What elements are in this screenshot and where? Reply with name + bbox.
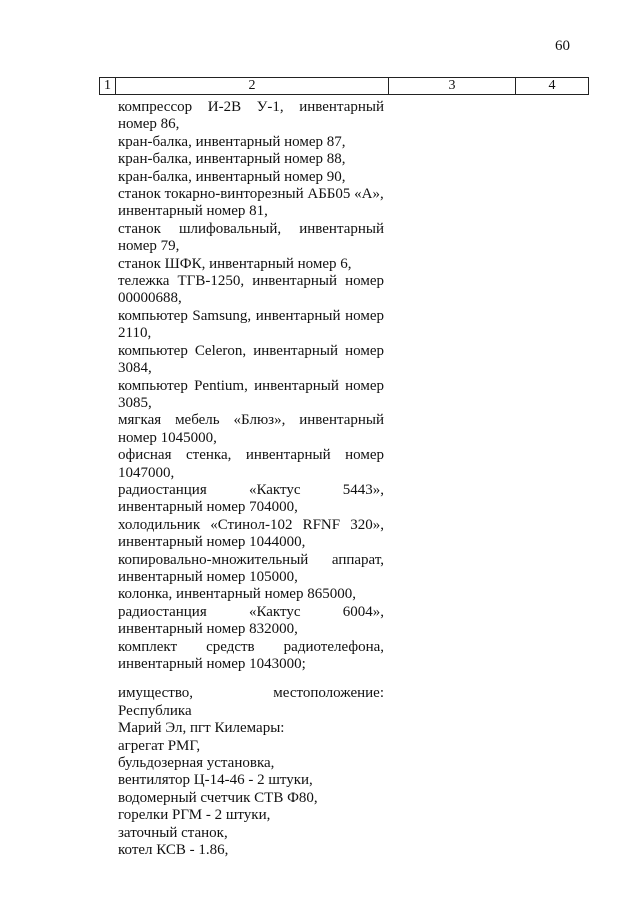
text-line: 3085, bbox=[118, 394, 152, 411]
text-line: вентилятор Ц-14-46 - 2 штуки, bbox=[118, 772, 313, 789]
text-line: номер 86, bbox=[118, 116, 180, 133]
text-line: инвентарный номер 704000, bbox=[118, 499, 298, 516]
text-line: инвентарный номер 1044000, bbox=[118, 534, 306, 551]
text-line: Марий Эл, пгт Килемары: bbox=[118, 720, 285, 737]
text-line: холодильник «Стинол-102 RFNF 320», bbox=[118, 516, 384, 533]
text-line: имущество, местоположение: Республика bbox=[118, 685, 384, 719]
column-number-header-table bbox=[99, 77, 589, 95]
text-line: 2110, bbox=[118, 325, 152, 342]
paragraph-gap bbox=[118, 673, 384, 685]
text-line: офисная стенка, инвентарный номер bbox=[118, 447, 384, 464]
text-line: номер 79, bbox=[118, 238, 180, 255]
text-line: инвентарный номер 832000, bbox=[118, 621, 298, 638]
text-line: радиостанция «Кактус 6004», bbox=[118, 603, 384, 620]
text-line: мягкая мебель «Блюз», инвентарный bbox=[118, 412, 384, 429]
text-line: комплект средств радиотелефона, bbox=[118, 638, 384, 655]
text-line: инвентарный номер 1043000; bbox=[118, 656, 306, 672]
text-line: агрегат РМГ, bbox=[118, 737, 201, 754]
header-column-4: 4 bbox=[516, 78, 589, 95]
text-line: инвентарный номер 81, bbox=[118, 203, 268, 220]
text-line: 1047000, bbox=[118, 464, 175, 481]
text-line: компьютер Celeron, инвентарный номер bbox=[118, 342, 384, 359]
text-line: станок ШФК, инвентарный номер 6, bbox=[118, 255, 352, 272]
page-number: 60 bbox=[555, 38, 570, 54]
text-line: водомерный счетчик СТВ Ф80, bbox=[118, 789, 318, 806]
text-line: 3084, bbox=[118, 360, 152, 377]
text-line: колонка, инвентарный номер 865000, bbox=[118, 586, 356, 603]
header-column-1: 1 bbox=[100, 78, 116, 95]
property-list-block-2 bbox=[118, 685, 384, 859]
text-line: станок токарно-винторезный АББ05 «А», bbox=[118, 186, 384, 203]
text-line: бульдозерная установка, bbox=[118, 755, 275, 772]
text-line: тележка ТГВ-1250, инвентарный номер bbox=[118, 273, 384, 290]
header-row bbox=[100, 78, 589, 95]
text-line: радиостанция «Кактус 5443», bbox=[118, 481, 384, 498]
text-line: заточный станок, bbox=[118, 824, 228, 841]
text-line: кран-балка, инвентарный номер 87, bbox=[118, 133, 346, 150]
text-line: станок шлифовальный, инвентарный bbox=[118, 220, 384, 237]
text-line: 00000688, bbox=[118, 290, 182, 307]
text-line: горелки РГМ - 2 штуки, bbox=[118, 807, 271, 824]
header-column-3: 3 bbox=[389, 78, 516, 95]
property-list-column bbox=[118, 99, 384, 859]
text-line: инвентарный номер 105000, bbox=[118, 568, 298, 585]
text-line: кран-балка, инвентарный номер 90, bbox=[118, 168, 346, 185]
header-column-2: 2 bbox=[116, 78, 389, 95]
text-line: копировально-множительный аппарат, bbox=[118, 551, 384, 568]
text-line: кран-балка, инвентарный номер 88, bbox=[118, 151, 346, 168]
text-line: компьютер Pentium, инвентарный номер bbox=[118, 377, 384, 394]
property-list-block-1 bbox=[118, 99, 384, 673]
text-line: компьютер Samsung, инвентарный номер bbox=[118, 307, 384, 324]
text-line: котел КСВ - 1.86, bbox=[118, 842, 229, 859]
text-line: компрессор И-2В У-1, инвентарный bbox=[118, 99, 384, 115]
text-line: номер 1045000, bbox=[118, 429, 217, 446]
